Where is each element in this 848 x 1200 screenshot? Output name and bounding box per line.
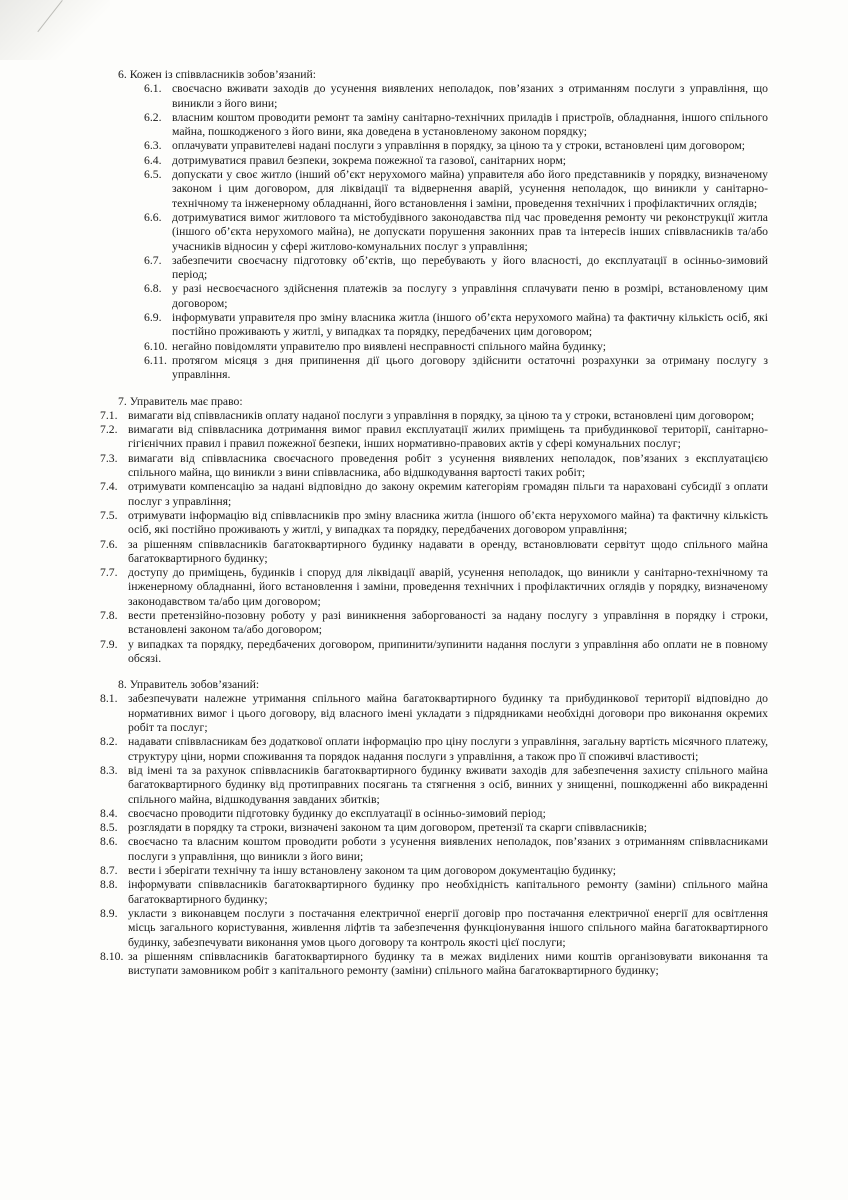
clause-text: вимагати від співвласників оплату наданої послуги з управління в порядку, за ціною та у строки, встановлені цим договором; [128,408,755,422]
clause-item [0,354,848,383]
clause-number: 6.5. [144,168,162,182]
clause-text: вести і зберігати технічну та іншу встановлену законом та цим договором документацію будинку; [128,864,617,878]
clause-text: вимагати від співвласника дотримання вимог правил експлуатації жилих приміщень та прибудинкової території, санітарно-гігієнічних правил і правил пожежної безпеки, інших нормативно-правових актів у сфері комунальних послуг; [128,423,768,451]
clause-text: розглядати в порядку та строки, визначені законом та цим договором, претензії та скарги співвласників; [128,821,648,835]
clause-text: оплачувати управителеві надані послуги з управління в порядку, за ціною та у строки, встановлені цим договором; [172,139,746,153]
clause-text: своєчасно та власним коштом проводити роботи з усунення виявлених неполадок, пов’язаних з отриманням співвласниками послуги з управління, що виникли з його вини; [128,835,768,863]
clause-item [0,950,848,979]
clause-number: 6.2. [144,110,162,124]
clause-item [0,509,848,538]
clause-item [0,211,848,254]
clause-text: своєчасно вживати заходів до усунення виявлених неполадок, пов’язаних з отриманням послуги з управління, що виникли з його вини; [172,82,768,110]
clause-number: 6.11. [144,353,167,367]
clause-text: доступу до приміщень, будинків і споруд для ліквідації аварій, усунення неполадок, що виникли у санітарно-технічному та інженерному обладнанні, його встановлення і заміни, проведення технічних і профілактичних оглядів у порядку, визначеному законодавством та/або цим договором; [128,566,768,608]
clause-item [0,111,848,140]
clause-number: 7.8. [100,608,118,622]
clause-item [0,423,848,452]
clause-number: 8.7. [100,864,118,878]
clause-item [0,821,848,835]
clause-item [0,538,848,567]
clause-text: надавати співвласникам без додаткової оплати інформацію про ціну послуги з управління, загальну вартість місячного платежу, структуру ціни, норми споживання та порядок надання послуги з управління, а також про її споживчі властивості; [128,735,768,763]
clause-text: отримувати компенсацію за надані відповідно до закону окремим категоріям громадян пільги та нараховані субсидії з оплати послуг з управління; [128,480,768,508]
clause-number: 7.2. [100,423,118,437]
section-8-items [0,692,848,978]
clause-number: 6.3. [144,139,162,153]
clause-text: інформувати співвласників багатоквартирного будинку про необхідність капітального ремонту (заміни) спільного майна багатоквартирного будинку; [128,878,768,906]
clause-item [0,638,848,667]
clause-item [0,282,848,311]
clause-item [0,154,848,168]
clause-text: дотримуватися вимог житлового та містобудівного законодавства під час проведення ремонту чи реконструкції житла (іншого об’єкта нерухомого майна), не допускати порушення законних прав та інтересів інших співвласників та/або учасників відносин у сфері житлово-комунальних послуг з управління; [172,210,768,253]
section-6-items [0,82,848,382]
clause-text: у разі несвоєчасного здійснення платежів за послугу з управління сплачувати пеню в розмірі, встановленому цим договором; [172,282,768,310]
clause-number: 6.8. [144,282,162,296]
clause-item [0,566,848,609]
section-8 [0,678,848,978]
section-6 [0,68,848,383]
section-7-items [0,409,848,666]
clause-item [0,168,848,211]
clause-number: 8.4. [100,806,118,820]
clause-text: за рішенням співвласників багатоквартирного будинку та в межах виділених ними коштів організовувати виконання та виступати замовником робіт з капітального ремонту (заміни) спільного майна багатоквартирного будинку; [128,949,768,978]
clause-item [0,807,848,821]
clause-number: 8.8. [100,878,118,892]
clause-number: 8.6. [100,835,118,849]
clause-text: від імені та за рахунок співвласників багатоквартирного будинку вживати заходів для забезпечення захисту спільного майна багатоквартирного будинку від протиправних посягань та стягнення з осіб, винних у знищенні, пошкодженні або викраденні спільного майна, відшкодування завданих збитків; [128,763,768,806]
clause-item [0,864,848,878]
clause-item [0,692,848,735]
clause-item [0,878,848,907]
clause-number: 8.9. [100,906,118,920]
clause-text: власним коштом проводити ремонт та заміну санітарно-технічних приладів і пристроїв, обладнання, іншого спільного майна, пошкодженого з його вини, яка доведена в установленому законом порядку; [172,110,768,139]
clause-text: у випадках та порядку, передбачених договором, припинити/зупинити надання послуги з управління або оплати не в повному обсязі. [128,637,768,665]
clause-number: 6.1. [144,82,162,96]
clause-number: 7.6. [100,537,118,551]
clause-item [0,835,848,864]
clause-number: 7.7. [100,566,118,580]
clause-number: 6.6. [144,210,162,224]
clause-item [0,735,848,764]
clause-item [0,82,848,111]
clause-text: забезпечити своєчасну підготовку об’єктів, що перебувають у його власності, до експлуатації в осінньо-зимовий період; [172,253,768,282]
clause-number: 6.9. [144,311,162,325]
section-gap [0,383,848,395]
clause-item [0,409,848,423]
clause-text: забезпечувати належне утримання спільного майна багатоквартирного будинку та прибудинкової території відповідно до нормативних вимог і цього договору, від власного імені укладати з підрядниками необхідні договори про виконання окремих робіт та послуг; [128,692,768,735]
clause-number: 8.3. [100,763,118,777]
clause-number: 8.2. [100,735,118,749]
section-6-heading: 6. Кожен із співвласників зобов’язаний: [118,68,316,81]
clause-item [0,609,848,638]
clause-text: негайно повідомляти управителю про виявлені несправності спільного майна будинку; [172,339,606,353]
clause-text: протягом місяця з дня припинення дії цього договору здійснити остаточні розрахунки за отриману послугу з управління. [172,353,768,382]
clause-number: 7.3. [100,451,118,465]
clause-number: 7.5. [100,508,118,522]
clause-number: 8.1. [100,692,118,706]
clause-text: за рішенням співвласників багатоквартирного будинку надавати в оренду, встановлювати сервітут щодо спільного майна багатоквартирного будинку; [128,537,768,565]
clause-item [0,254,848,283]
clause-item [0,480,848,509]
section-gap [0,666,848,678]
clause-number: 8.5. [100,821,118,835]
clause-item [0,907,848,950]
clause-item [0,139,848,153]
clause-item [0,452,848,481]
clause-number: 6.4. [144,153,162,167]
clause-text: укласти з виконавцем послуги з постачання електричної енергії договір про постачання електричної енергії для освітлення місць загального користування, живлення ліфтів та забезпечення функціонування іншого спільного майна багатоквартирного будинку, забезпечувати виконання умов цього договору та контроль якості цієї послуги; [128,906,768,949]
clause-number: 8.10. [100,949,124,963]
clause-item [0,764,848,807]
clause-text: вести претензійно-позовну роботу у разі виникнення заборгованості за надану послугу з управління в порядку і строки, встановлені законом та/або договором; [128,608,768,637]
clause-number: 7.9. [100,637,118,651]
clause-number: 7.4. [100,480,118,494]
clause-text: дотримуватися правил безпеки, зокрема пожежної та газової, санітарних норм; [172,153,566,167]
clause-number: 6.10. [144,339,168,353]
clause-text: отримувати інформацію від співвласників про зміну власника житла (іншого об’єкта нерухомого майна) та фактичну кількість осіб, які постійно проживають у житлі, у випадках та порядку, передбачених договором управління; [128,508,768,537]
section-7-heading: 7. Управитель має право: [118,394,243,408]
clause-text: інформувати управителя про зміну власника житла (іншого об’єкта нерухомого майна) та фактичну кількість осіб, які постійно проживають у житлі, у випадках та порядку, передбачених цим договором; [172,311,768,339]
section-8-heading: 8. Управитель зобов’язаний: [118,678,260,692]
section-7 [0,395,848,667]
clause-text: своєчасно проводити підготовку будинку до експлуатації в осінньо-зимовий період; [128,806,546,820]
clause-item [0,340,848,354]
clause-number: 6.7. [144,253,162,267]
clause-number: 7.1. [100,408,118,422]
clause-text: допускати у своє житло (інший об’єкт нерухомого майна) управителя або його представників у порядку, визначеному законом і цим договором, для ліквідації та відвернення аварій, усунення неполадок, що виникли у санітарно-технічному та інженерному обладнанні, його встановлення і заміни, проведення технічних і профілактичних оглядів; [172,168,768,210]
clause-text: вимагати від співвласника своєчасного проведення робіт з усунення виявлених неполадок, пов’язаних з експлуатацією спільного майна, що виникли з вини співвласника, або відшкодування вартості таких робіт; [128,451,768,480]
document-body [0,68,848,978]
clause-item [0,311,848,340]
